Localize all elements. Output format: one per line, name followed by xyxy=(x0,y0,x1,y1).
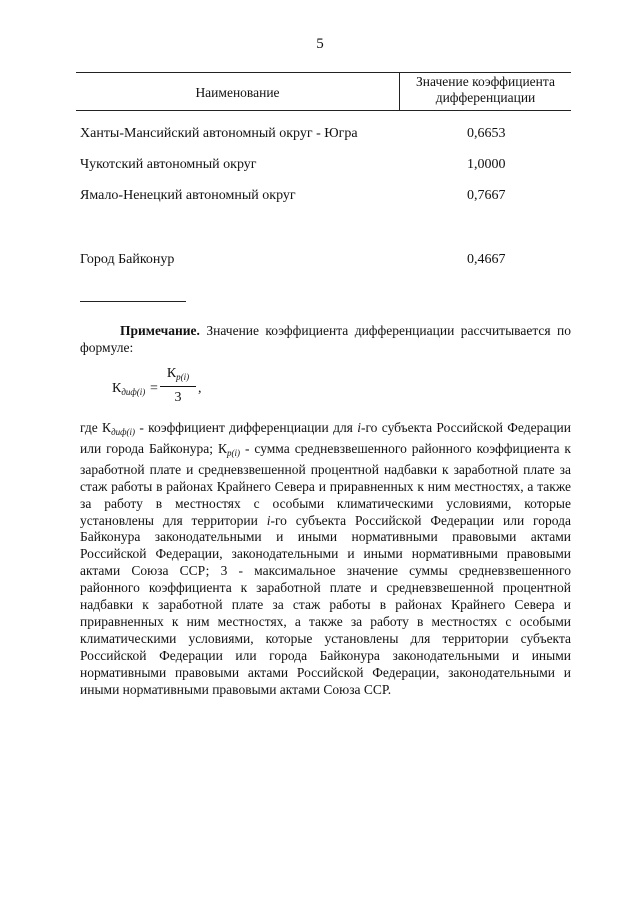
explanation-text: где К xyxy=(80,420,112,435)
row-value: 0,4667 xyxy=(467,252,506,267)
row-name: Ямало-Ненецкий автономный округ xyxy=(80,188,296,203)
table-row xyxy=(80,126,571,144)
formula-denominator: 3 xyxy=(174,390,182,405)
explanation-subscript: диф(i) xyxy=(111,427,135,437)
explanation-text: -го субъекта Российской Федерации или города Байконура; К xyxy=(80,420,572,456)
table-header xyxy=(76,72,571,111)
formula-lhs xyxy=(112,381,145,397)
table-row xyxy=(80,188,571,206)
row-name: Ханты-Мансийский автономный округ - Югра xyxy=(80,126,358,141)
explanation-italic: i xyxy=(357,420,361,435)
note-paragraph xyxy=(80,322,571,356)
formula-fraction-bar xyxy=(160,386,196,387)
column-header-value-line1: Значение коэффициента xyxy=(416,74,555,89)
formula-lhs-symbol: К xyxy=(112,381,122,396)
explanation-text: -го субъекта Российской Федерации или города Байконура законодательными и иными нормативными правовыми актами Российской Федерации, законодательными и иными нормативными правовыми актами Союза ССР; 3 - максимальное значение суммы средневзвешенного районного коэффициента к заработной плате и средневзвешенной процентной надбавки к заработной плате за стаж работы в районах Крайнего Севера и приравненных к ним местностях, а также за работу в местностях с особыми климатическими условиями, которые установлены для территории субъекта Российской Федерации или города Байконура законодательными и иными нормативными правовыми актами Российской Федерации, законодательными и иными нормативными правовыми актами Союза ССР. xyxy=(80,512,571,697)
formula-numerator-subscript: р(i) xyxy=(176,372,190,382)
formula-fraction xyxy=(160,366,196,408)
table-row xyxy=(80,157,571,175)
page-number: 5 xyxy=(316,36,324,52)
row-value: 0,6653 xyxy=(467,126,506,141)
explanation-subscript: р(i) xyxy=(227,447,240,458)
formula-equals: = xyxy=(150,381,158,396)
row-value: 0,7667 xyxy=(467,188,506,203)
footnote-rule xyxy=(80,301,186,302)
explanation-italic: i xyxy=(266,512,271,528)
column-header-name: Наименование xyxy=(195,85,280,100)
column-header-value-line2: дифференциации xyxy=(435,90,536,105)
formula xyxy=(112,366,312,410)
row-name: Чукотский автономный округ xyxy=(80,157,257,172)
formula-lhs-subscript: диф(i) xyxy=(121,387,146,397)
row-value: 1,0000 xyxy=(467,157,506,172)
explanation-text: - коэффициент дифференциации для xyxy=(135,420,358,435)
formula-comma: , xyxy=(198,381,202,396)
column-header-value xyxy=(400,73,571,111)
formula-numerator-symbol: К xyxy=(166,366,177,381)
explanation-text: - сумма средневзвешенного районного коэффициента к заработной плате и средневзвешенной процентной надбавки к заработной плате за стаж работы в районах Крайнего Севера и приравненных к ним местностях, а также за работу в местностях с особыми климатическими условиями, которые установлены для территории xyxy=(80,440,571,528)
note-label: Примечание. xyxy=(120,323,200,338)
explanation-paragraph xyxy=(80,420,571,699)
row-name: Город Байконур xyxy=(80,252,175,267)
note-text: Значение коэффициента дифференциации рассчитывается по формуле: xyxy=(80,323,571,355)
table-row xyxy=(80,252,571,270)
formula-numerator xyxy=(160,366,196,384)
